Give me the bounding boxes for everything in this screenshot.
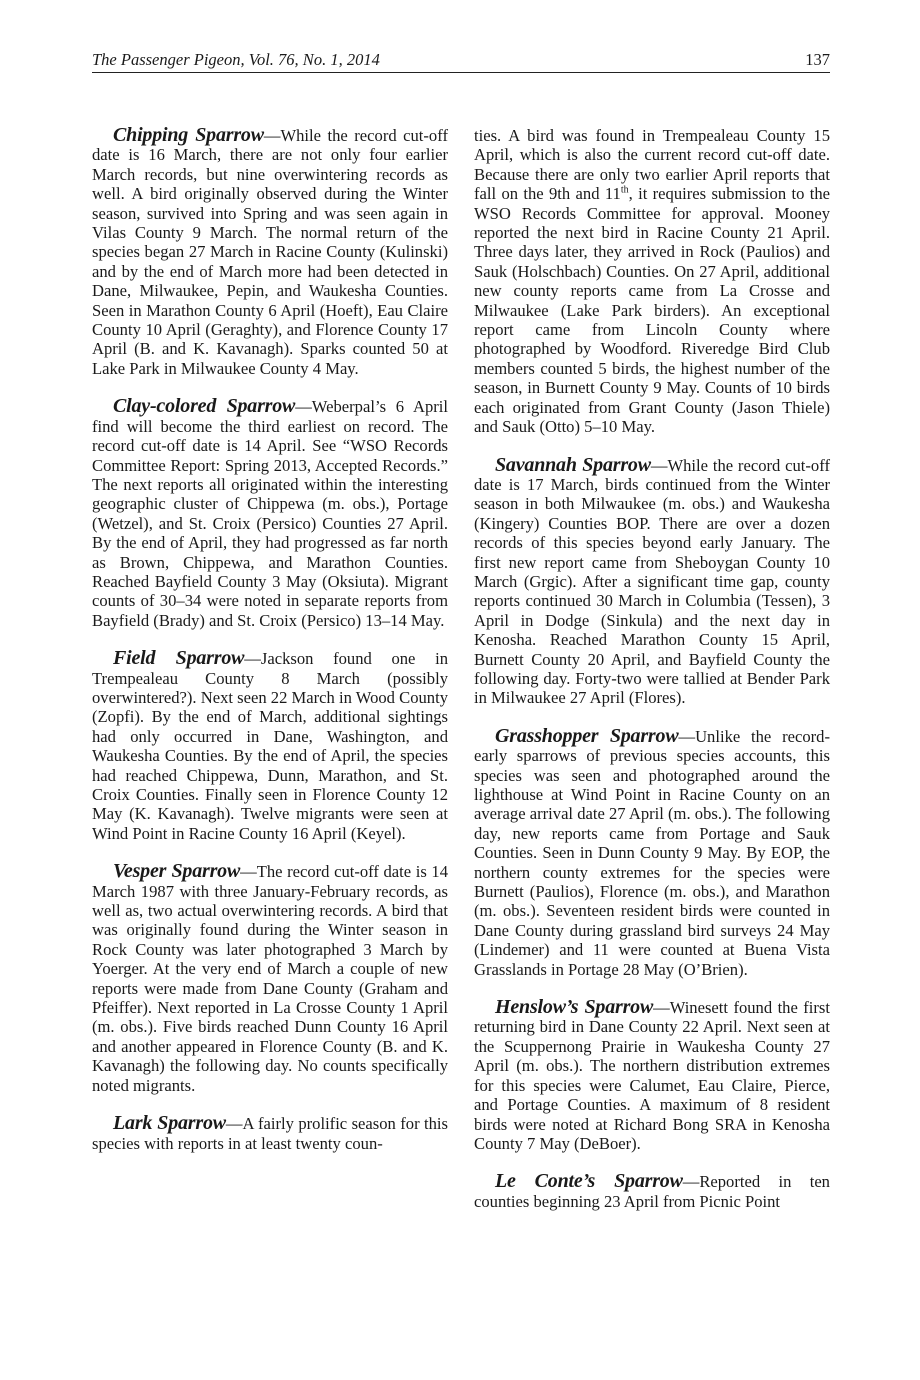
account-text: —Weberpal’s 6 April find will become the third earliest on record. The record cut-off date is 14 April. See “WSO Records Committee Report: Spring 2013, Accepted Records.” The next reports all originated within the interesting geographic cluster of Chippewa (m. obs.), Portage (Wetzel), and St. Croix (Persico) Counties 27 April. By the end of April, they had progressed as far north as Brown, Chippewa, and Marathon Counties. Reached Bayfield County 3 May (Oksiuta). Migrant counts of 30–34 were noted in separate reports from Bayfield (Brady) and St. Croix (Persico) 13–14 May. xyxy=(92,397,448,630)
account-text: —Winesett found the first returning bird in Dane County 22 April. Next seen at the Scuppernong Prairie in Waukesha County 27 April (m. obs.). The northern distribution extremes for this species were Calumet, Eau Claire, Pierce, and Portage Counties. A maximum of 8 resident birds were noted at Richard Bong SRA in Kenosha County 7 May (DeBoer). xyxy=(474,998,830,1153)
species-account-lark-sparrow xyxy=(92,1114,448,1153)
ordinal-suffix: th xyxy=(620,184,629,196)
account-text: —While the record cut-off date is 17 March, birds continued from the Winter season in both Milwaukee (m. obs.) and Waukesha (Kingery) Counties BOP. There are over a dozen records of this species beyond early January. The first new report came from Sheboygan County 10 March (Grgic). After a significant time gap, county reports continued 30 March in Columbia (Tessen), 3 April in Dodge (Sinkula) and the next day in Kenosha. Reached Marathon County 15 April, Burnett County 20 April, and Bayfield County the following day. Forty-two were tallied at Bender Park in Milwaukee 27 April (Flores). xyxy=(474,455,830,708)
account-text: —A fairly prolific season for this species with reports in at least twenty coun- xyxy=(92,1114,448,1153)
species-name: Clay-colored Sparrow xyxy=(113,395,296,418)
right-column xyxy=(474,126,830,1230)
account-text: —Reported in ten counties beginning 23 April from Picnic Point xyxy=(474,1172,830,1211)
species-name: Field Sparrow xyxy=(113,647,245,670)
species-name: Grasshopper Sparrow xyxy=(495,724,679,747)
species-name: Vesper Sparrow xyxy=(113,860,241,883)
continuation-text: ties. A bird was found in Trempealeau County 15 April, which is also the current record cut-off date. Because there are only two earlier April reports that fall on the 9th and 11 xyxy=(474,126,830,204)
species-account-clay-colored-sparrow xyxy=(92,397,448,630)
continuation-text-rest: , it requires submission to the WSO Records Committee for approval. Mooney reported the next bird in Racine County 21 April. Three days later, they arrived in Rock (Paulios) and Sauk (Holschbach) Counties. On 27 April, additional new county reports came from La Crosse and Milwaukee (Lake Park birders). An exceptional report came from Lincoln County where photographed by Woodford. Riveredge Bird Club members counted 5 birds, the highest number of the season, in Burnett County 9 May. Counts of 10 birds each originated from Grant County (Jason Thiele) and Sauk (Otto) 5–10 May. xyxy=(474,184,830,437)
species-name: Savannah Sparrow xyxy=(495,453,651,476)
species-account-henslows-sparrow xyxy=(474,998,830,1153)
lark-sparrow-continuation xyxy=(474,126,830,437)
account-text: —Unlike the record-early sparrows of previous species accounts, this species was seen and photographed around the lighthouse at Wind Point in Racine County on an average arrival date 27 April (m. obs.). The following day, new reports came from Portage and Sauk Counties. Seen in Dunn County 9 May. By EOP, the northern county extremes for the species were Burnett (Paulios), Florence (m. obs.), and Marathon (m. obs.). Seventeen resident birds were counted in Dane County during grassland bird surveys 24 May (Lindemer) and 11 were counted at Buena Vista Grasslands in Portage 28 May (O’Brien). xyxy=(474,726,830,979)
species-name: Lark Sparrow xyxy=(113,1112,226,1135)
page-number: 137 xyxy=(805,50,830,69)
left-column xyxy=(92,126,448,1172)
running-header xyxy=(92,48,830,73)
species-account-le-contes-sparrow xyxy=(474,1172,830,1211)
journal-title: The Passenger Pigeon, Vol. 76, No. 1, 2014 xyxy=(92,50,380,69)
species-account-chipping-sparrow xyxy=(92,126,448,378)
species-account-field-sparrow xyxy=(92,649,448,843)
species-name: Le Conte’s Sparrow xyxy=(495,1170,683,1193)
species-account-vesper-sparrow xyxy=(92,862,448,1095)
species-account-grasshopper-sparrow xyxy=(474,724,830,979)
species-account-savannah-sparrow xyxy=(474,453,830,708)
species-name: Chipping Sparrow xyxy=(113,124,264,146)
account-text: —The record cut-off date is 14 March 1987 with three January-February records, as well as, two actual overwintering records. A bird that was originally found during the Winter season in Rock County was later photographed 3 March by Yoerger. At the very end of March a couple of new reports were made from Dane County (Graham and Pfeiffer). Next reported in La Crosse County 1 April (m. obs.). Five birds reached Dunn County 16 April and another appeared in Florence County (B. and K. Kavanagh) the following day. No counts specifically noted migrants. xyxy=(92,862,448,1095)
account-text: —Jackson found one in Trempealeau County 8 March (possibly overwintered?). Next seen 22 March in Wood County (Zopfi). By the end of March, additional sightings had only occurred in Dane, Washington, and Waukesha Counties. By the end of April, the species had reached Chippewa, Dunn, Marathon, and St. Croix Counties. Finally seen in Florence County 12 May (K. Kavanagh). Twelve migrants were seen at Wind Point in Racine County 16 April (Keyel). xyxy=(92,649,448,843)
species-name: Henslow’s Sparrow xyxy=(495,996,654,1019)
account-text: —While the record cut-off date is 16 March, there are not only four earlier March records, but nine overwintering records as well. A bird originally observed during the Winter season, survived into Spring and was seen again in Vilas County 9 March. The normal return of the species began 27 March in Racine County (Kulinski) and by the end of March more had been detected in Dane, Milwaukee, Pepin, and Waukesha Counties. Seen in Marathon County 6 April (Hoeft), Eau Claire County 10 April (Geraghty), and Florence County 17 April (B. and K. Kavanagh). Sparks counted 50 at Lake Park in Milwaukee County 4 May. xyxy=(92,126,448,378)
